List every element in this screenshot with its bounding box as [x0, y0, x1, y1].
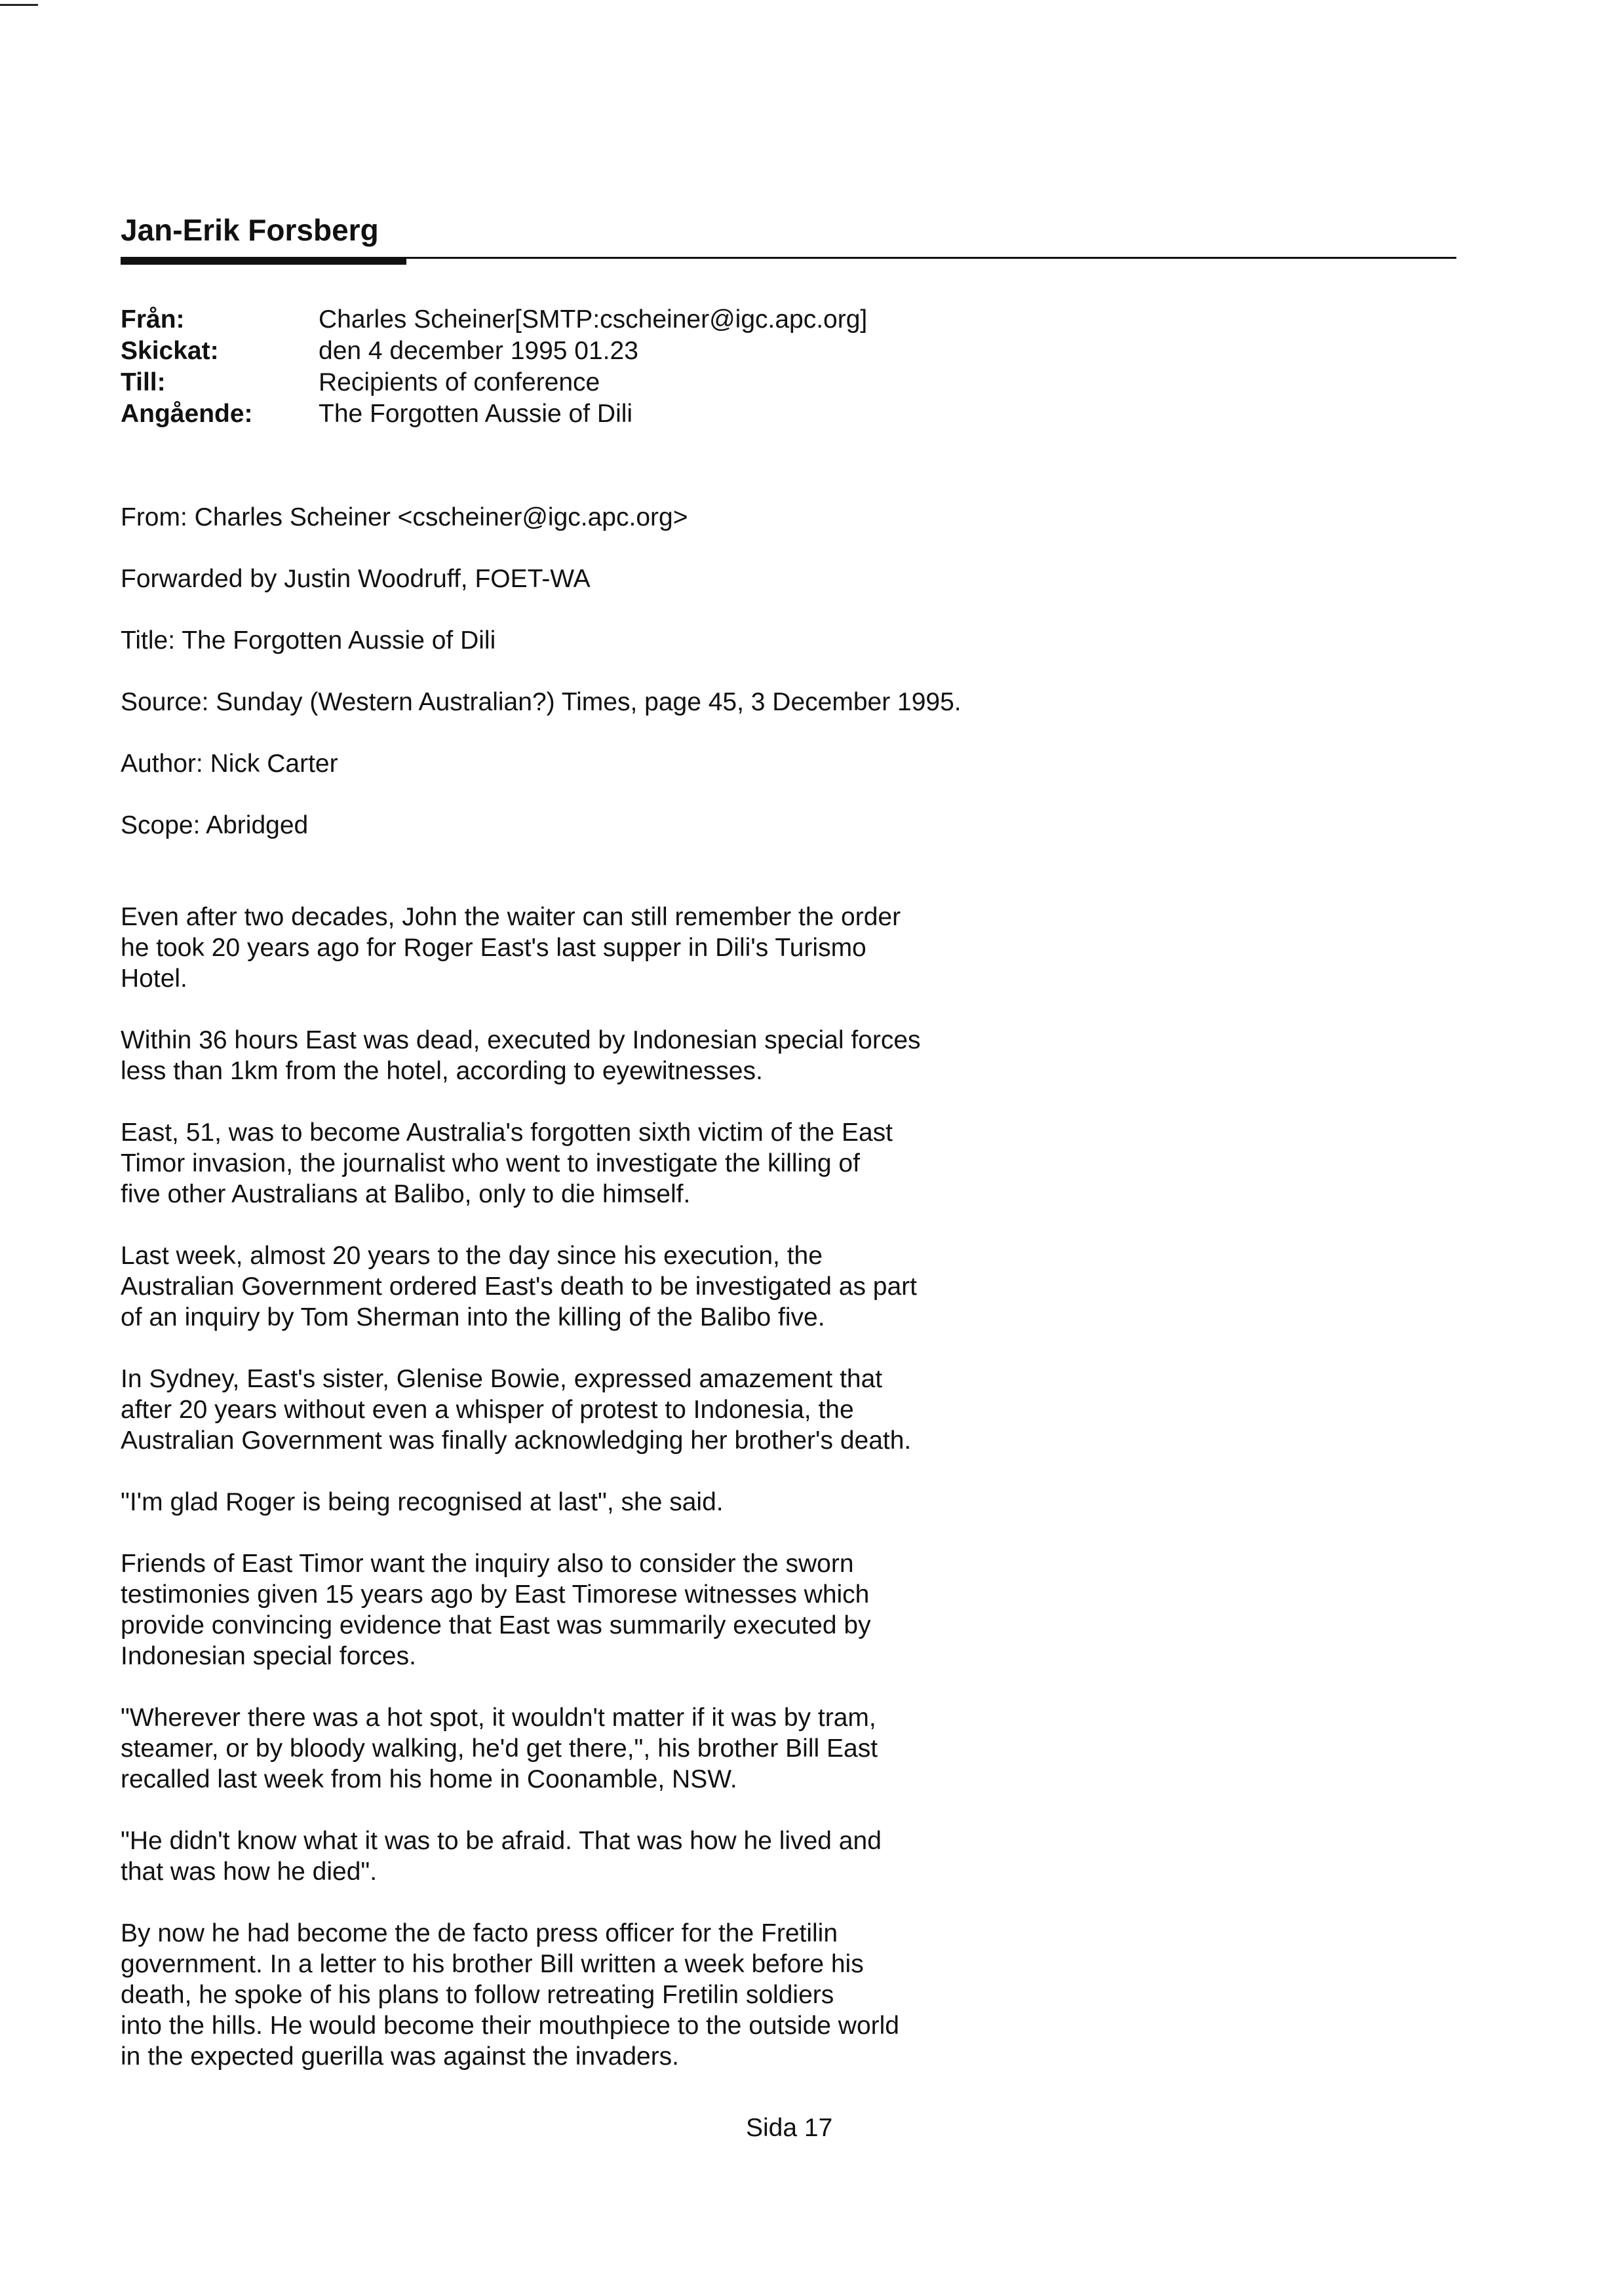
article-paragraph: [121, 1918, 1117, 2072]
meta-label: Från:: [121, 305, 185, 334]
document-owner-name: Jan-Erik Forsberg: [121, 213, 379, 247]
meta-value: Recipients of conference: [319, 368, 600, 396]
info-author: Author: Nick Carter: [121, 750, 338, 778]
paragraph-line: Timor invasion, the journalist who went to investigate the killing of: [121, 1149, 860, 1177]
article-paragraph: [121, 1364, 1117, 1456]
article-body: [121, 902, 1117, 2103]
info-from: From: Charles Scheiner <cscheiner@igc.apc.org>: [121, 503, 688, 531]
page-number: Sida 17: [746, 2114, 833, 2142]
paragraph-line: Friends of East Timor want the inquiry also to consider the sworn: [121, 1550, 854, 1578]
paragraph-line: provide convincing evidence that East was summarily executed by: [121, 1611, 871, 1639]
article-paragraph: [121, 1025, 1117, 1086]
paragraph-line: Australian Government ordered East's death to be investigated as part: [121, 1272, 917, 1301]
article-paragraph: [121, 1702, 1117, 1795]
paragraph-line: he took 20 years ago for Roger East's last supper in Dili's Turismo: [121, 934, 866, 962]
info-scope: Scope: Abridged: [121, 811, 309, 839]
article-paragraph: [121, 1826, 1117, 1887]
article-paragraph: [121, 902, 1117, 994]
paragraph-line: "He didn't know what it was to be afraid. That was how he lived and: [121, 1827, 882, 1855]
article-paragraph: [121, 1240, 1117, 1333]
scan-corner-mark: [0, 4, 38, 6]
meta-row-sent: [121, 335, 867, 367]
header-rule-thin: [406, 257, 1456, 259]
paragraph-line: after 20 years without even a whisper of protest to Indonesia, the: [121, 1396, 854, 1424]
meta-value: den 4 december 1995 01.23: [319, 337, 638, 365]
paragraph-line: In Sydney, East's sister, Glenise Bowie, expressed amazement that: [121, 1365, 883, 1393]
email-metadata: [121, 304, 867, 430]
paragraph-line: testimonies given 15 years ago by East Timorese witnesses which: [121, 1580, 870, 1609]
paragraph-line: "I'm glad Roger is being recognised at last", she said.: [121, 1488, 724, 1516]
paragraph-line: recalled last week from his home in Coonamble, NSW.: [121, 1765, 737, 1793]
article-paragraph: [121, 1117, 1117, 1210]
paragraph-line: Last week, almost 20 years to the day since his execution, the: [121, 1242, 823, 1270]
paragraph-line: Hotel.: [121, 965, 187, 993]
paragraph-line: steamer, or by bloody walking, he'd get there,", his brother Bill East: [121, 1734, 878, 1763]
paragraph-line: Within 36 hours East was dead, executed by Indonesian special forces: [121, 1026, 921, 1054]
paragraph-line: Even after two decades, John the waiter can still remember the order: [121, 903, 901, 931]
info-title: Title: The Forgotten Aussie of Dili: [121, 626, 496, 655]
paragraph-line: five other Australians at Balibo, only to die himself.: [121, 1180, 691, 1208]
paragraph-line: Indonesian special forces.: [121, 1642, 416, 1670]
meta-label: Skickat:: [121, 337, 219, 365]
paragraph-line: death, he spoke of his plans to follow retreating Fretilin soldiers: [121, 1981, 834, 2009]
paragraph-line: less than 1km from the hotel, according to eyewitnesses.: [121, 1057, 763, 1085]
meta-row-from: [121, 304, 867, 335]
paragraph-line: East, 51, was to become Australia's forgotten sixth victim of the East: [121, 1119, 893, 1147]
paragraph-line: Australian Government was finally acknowledging her brother's death.: [121, 1426, 912, 1455]
info-forwarded-by: Forwarded by Justin Woodruff, FOET-WA: [121, 565, 591, 593]
forward-info: [121, 502, 962, 871]
paragraph-line: "Wherever there was a hot spot, it wouldn't matter if it was by tram,: [121, 1704, 876, 1732]
meta-label: Till:: [121, 368, 166, 396]
paragraph-line: into the hills. He would become their mouthpiece to the outside world: [121, 2012, 899, 2040]
paragraph-line: By now he had become the de facto press officer for the Fretilin: [121, 1919, 838, 1947]
article-paragraph: [121, 1548, 1117, 1672]
paragraph-line: government. In a letter to his brother Bill written a week before his: [121, 1950, 864, 1978]
header-rule-thick: [121, 257, 406, 265]
paragraph-line: in the expected guerilla was against the invaders.: [121, 2042, 680, 2071]
meta-value: Charles Scheiner[SMTP:cscheiner@igc.apc.org]: [319, 305, 868, 334]
meta-label: Angående:: [121, 400, 253, 428]
meta-value: The Forgotten Aussie of Dili: [319, 400, 633, 428]
meta-row-subject: [121, 398, 867, 430]
paragraph-line: of an inquiry by Tom Sherman into the killing of the Balibo five.: [121, 1303, 825, 1331]
article-paragraph: [121, 1487, 1117, 1518]
info-source: Source: Sunday (Western Australian?) Times, page 45, 3 December 1995.: [121, 688, 962, 716]
paragraph-line: that was how he died".: [121, 1858, 378, 1886]
meta-row-to: [121, 367, 867, 398]
